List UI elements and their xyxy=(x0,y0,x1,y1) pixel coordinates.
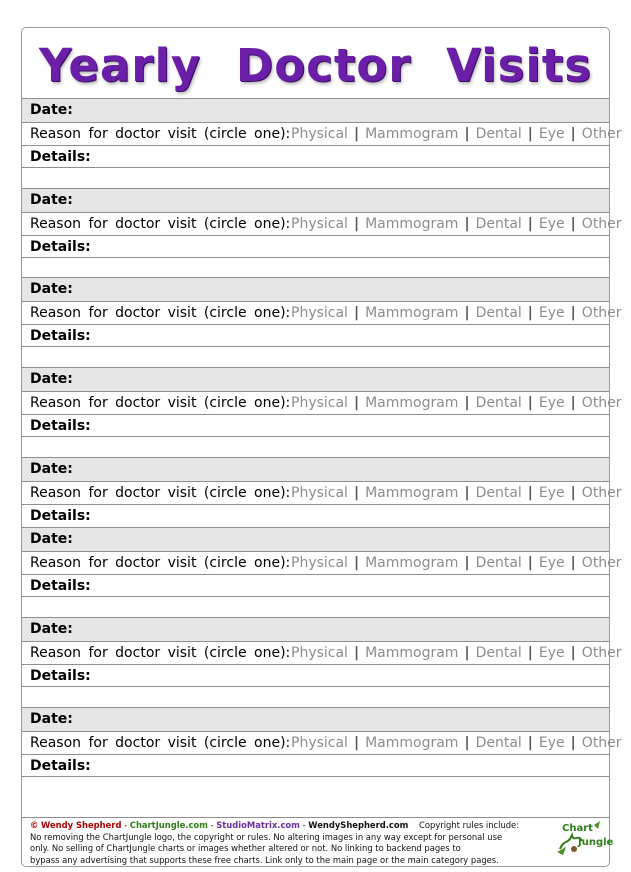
reason-option[interactable]: Other xyxy=(581,645,622,661)
reason-row[interactable] xyxy=(22,212,622,235)
option-separator: | xyxy=(353,735,360,751)
reason-label: Reason for doctor visit (circle one): xyxy=(30,126,291,142)
reason-option[interactable]: Physical xyxy=(291,126,348,142)
reason-option[interactable]: Eye xyxy=(538,555,565,571)
details-row[interactable] xyxy=(22,235,609,257)
reason-options xyxy=(291,485,622,501)
reason-option[interactable]: Dental xyxy=(475,126,522,142)
reason-option[interactable]: Other xyxy=(581,485,622,501)
date-row[interactable] xyxy=(22,98,609,122)
reason-option[interactable]: Dental xyxy=(475,216,522,232)
date-label: Date: xyxy=(30,102,73,118)
details-row[interactable] xyxy=(22,324,609,346)
reason-row[interactable] xyxy=(22,481,622,504)
option-separator: | xyxy=(353,395,360,411)
reason-row[interactable] xyxy=(22,641,622,664)
details-label: Details: xyxy=(30,758,91,774)
details-row[interactable] xyxy=(22,145,609,167)
reason-label: Reason for doctor visit (circle one): xyxy=(30,485,291,501)
page-title: Yearly Doctor Visits xyxy=(38,39,593,92)
option-separator: | xyxy=(527,555,533,571)
reason-row[interactable] xyxy=(22,391,622,414)
details-row[interactable] xyxy=(22,414,609,436)
option-separator: | xyxy=(570,126,576,142)
reason-option[interactable]: Mammogram xyxy=(365,555,459,571)
reason-option[interactable]: Dental xyxy=(475,485,522,501)
reason-option[interactable]: Eye xyxy=(538,305,565,321)
reason-option[interactable]: Eye xyxy=(538,485,565,501)
copyright-footer xyxy=(22,817,614,868)
reason-option[interactable]: Dental xyxy=(475,305,522,321)
reason-option[interactable]: Physical xyxy=(291,305,348,321)
details-row[interactable] xyxy=(22,754,609,776)
date-label: Date: xyxy=(30,711,73,727)
reason-options xyxy=(291,555,622,571)
date-label: Date: xyxy=(30,531,73,547)
date-row[interactable] xyxy=(22,617,609,641)
logo-text-jungle: Jungle xyxy=(578,837,614,848)
details-label: Details: xyxy=(30,239,91,255)
reason-option[interactable]: Eye xyxy=(538,395,565,411)
option-separator: | xyxy=(353,555,360,571)
reason-row[interactable] xyxy=(22,731,622,754)
option-separator: | xyxy=(527,216,533,232)
option-separator: | xyxy=(527,735,533,751)
reason-option[interactable]: Mammogram xyxy=(365,216,459,232)
details-row[interactable] xyxy=(22,664,609,686)
option-separator: | xyxy=(570,395,576,411)
reason-option[interactable]: Eye xyxy=(538,126,565,142)
footer-rules-intro: Copyright rules include: xyxy=(419,820,520,830)
details-blank-line[interactable] xyxy=(22,686,609,707)
reason-options xyxy=(291,395,622,411)
option-separator: | xyxy=(570,485,576,501)
reason-option[interactable]: Eye xyxy=(538,216,565,232)
details-label: Details: xyxy=(30,328,91,344)
reason-option[interactable]: Mammogram xyxy=(365,126,459,142)
footer-credits: © Wendy Shepherd - ChartJungle.com - StudioMatrix.com - WendyShepherd.com Copyright rules include: xyxy=(30,820,520,830)
date-row[interactable] xyxy=(22,188,609,212)
reason-label: Reason for doctor visit (circle one): xyxy=(30,555,291,571)
date-label: Date: xyxy=(30,192,73,208)
reason-option[interactable]: Other xyxy=(581,555,622,571)
details-blank-line[interactable] xyxy=(22,596,609,617)
reason-option[interactable]: Physical xyxy=(291,645,348,661)
option-separator: | xyxy=(570,305,576,321)
reason-options xyxy=(291,126,622,142)
reason-options xyxy=(291,645,622,661)
details-label: Details: xyxy=(30,668,91,684)
date-label: Date: xyxy=(30,371,73,387)
footer-link-chartjungle[interactable]: ChartJungle.com xyxy=(129,820,208,830)
details-blank-line[interactable] xyxy=(22,257,609,278)
reason-label: Reason for doctor visit (circle one): xyxy=(30,735,291,751)
date-label: Date: xyxy=(30,281,73,297)
reason-options xyxy=(291,735,622,751)
reason-option[interactable]: Mammogram xyxy=(365,485,459,501)
reason-option[interactable]: Dental xyxy=(475,395,522,411)
option-separator: | xyxy=(464,216,470,232)
copyright-symbol: © xyxy=(30,820,39,830)
details-label: Details: xyxy=(30,149,91,165)
details-blank-line[interactable] xyxy=(22,346,609,367)
reason-label: Reason for doctor visit (circle one): xyxy=(30,216,291,232)
reason-option[interactable]: Eye xyxy=(538,645,565,661)
details-blank-line[interactable] xyxy=(22,167,609,188)
logo-text-chart: Chart xyxy=(562,823,593,834)
reason-label: Reason for doctor visit (circle one): xyxy=(30,645,291,661)
option-separator: | xyxy=(464,555,470,571)
reason-option[interactable]: Physical xyxy=(291,735,348,751)
option-separator: | xyxy=(464,126,470,142)
date-row[interactable] xyxy=(22,527,609,551)
option-separator: | xyxy=(527,126,533,142)
reason-option[interactable]: Mammogram xyxy=(365,305,459,321)
footer-rules-line: bypass any advertising that supports these free charts. Link only to the main page or the main category pages. xyxy=(30,854,499,865)
footer-author: Wendy Shepherd xyxy=(41,820,122,830)
reason-option[interactable]: Dental xyxy=(475,645,522,661)
option-separator: | xyxy=(464,305,470,321)
reason-options xyxy=(291,305,622,321)
reason-option[interactable]: Other xyxy=(581,216,622,232)
option-separator: | xyxy=(527,485,533,501)
date-row[interactable] xyxy=(22,707,609,731)
details-row[interactable] xyxy=(22,574,609,596)
option-separator: | xyxy=(353,485,360,501)
option-separator: | xyxy=(527,395,533,411)
reason-option[interactable]: Other xyxy=(581,395,622,411)
chartjungle-logo xyxy=(554,819,614,857)
reason-option[interactable]: Dental xyxy=(475,555,522,571)
option-separator: | xyxy=(527,645,533,661)
date-row[interactable] xyxy=(22,367,609,391)
reason-option[interactable]: Mammogram xyxy=(365,645,459,661)
reason-option[interactable]: Other xyxy=(581,305,622,321)
details-label: Details: xyxy=(30,578,91,594)
option-separator: | xyxy=(353,305,360,321)
footer-link-studiomatrix[interactable]: StudioMatrix.com xyxy=(216,820,300,830)
option-separator: | xyxy=(353,126,360,142)
reason-row[interactable] xyxy=(22,301,622,324)
option-separator: | xyxy=(353,216,360,232)
option-separator: | xyxy=(527,305,533,321)
details-blank-line[interactable] xyxy=(22,436,609,457)
date-row[interactable] xyxy=(22,457,609,481)
reason-option[interactable]: Mammogram xyxy=(365,395,459,411)
option-separator: | xyxy=(464,485,470,501)
footer-link-wendyshepherd[interactable]: WendyShepherd.com xyxy=(308,820,409,830)
reason-row[interactable] xyxy=(22,551,622,574)
footer-rules-line: No removing the ChartJungle logo, the copyright or rules. No altering images in any way except for personal use xyxy=(30,831,503,842)
details-label: Details: xyxy=(30,508,91,524)
option-separator: | xyxy=(570,555,576,571)
date-row[interactable] xyxy=(22,277,609,301)
option-separator: | xyxy=(570,645,576,661)
option-separator: | xyxy=(570,216,576,232)
option-separator: | xyxy=(464,735,470,751)
reason-option[interactable]: Other xyxy=(581,126,622,142)
reason-option[interactable]: Other xyxy=(581,735,622,751)
reason-label: Reason for doctor visit (circle one): xyxy=(30,395,291,411)
reason-options xyxy=(291,216,622,232)
footer-rules-line: only. No selling of ChartJungle charts or images whether altered or not. No linking to backend pages to xyxy=(30,843,461,854)
details-label: Details: xyxy=(30,418,91,434)
reason-option[interactable]: Mammogram xyxy=(365,735,459,751)
reason-option[interactable]: Eye xyxy=(538,735,565,751)
option-separator: | xyxy=(464,645,470,661)
visit-log-sheet xyxy=(21,27,622,867)
option-separator: | xyxy=(353,645,360,661)
details-blank-line[interactable] xyxy=(22,776,609,797)
reason-label: Reason for doctor visit (circle one): xyxy=(30,305,291,321)
reason-option[interactable]: Physical xyxy=(291,395,348,411)
reason-option[interactable]: Physical xyxy=(291,485,348,501)
reason-option[interactable]: Physical xyxy=(291,555,348,571)
date-label: Date: xyxy=(30,461,73,477)
option-separator: | xyxy=(570,735,576,751)
date-label: Date: xyxy=(30,621,73,637)
reason-option[interactable]: Dental xyxy=(475,735,522,751)
reason-option[interactable]: Physical xyxy=(291,216,348,232)
details-row[interactable] xyxy=(22,504,609,526)
reason-row[interactable] xyxy=(22,122,622,145)
option-separator: | xyxy=(464,395,470,411)
